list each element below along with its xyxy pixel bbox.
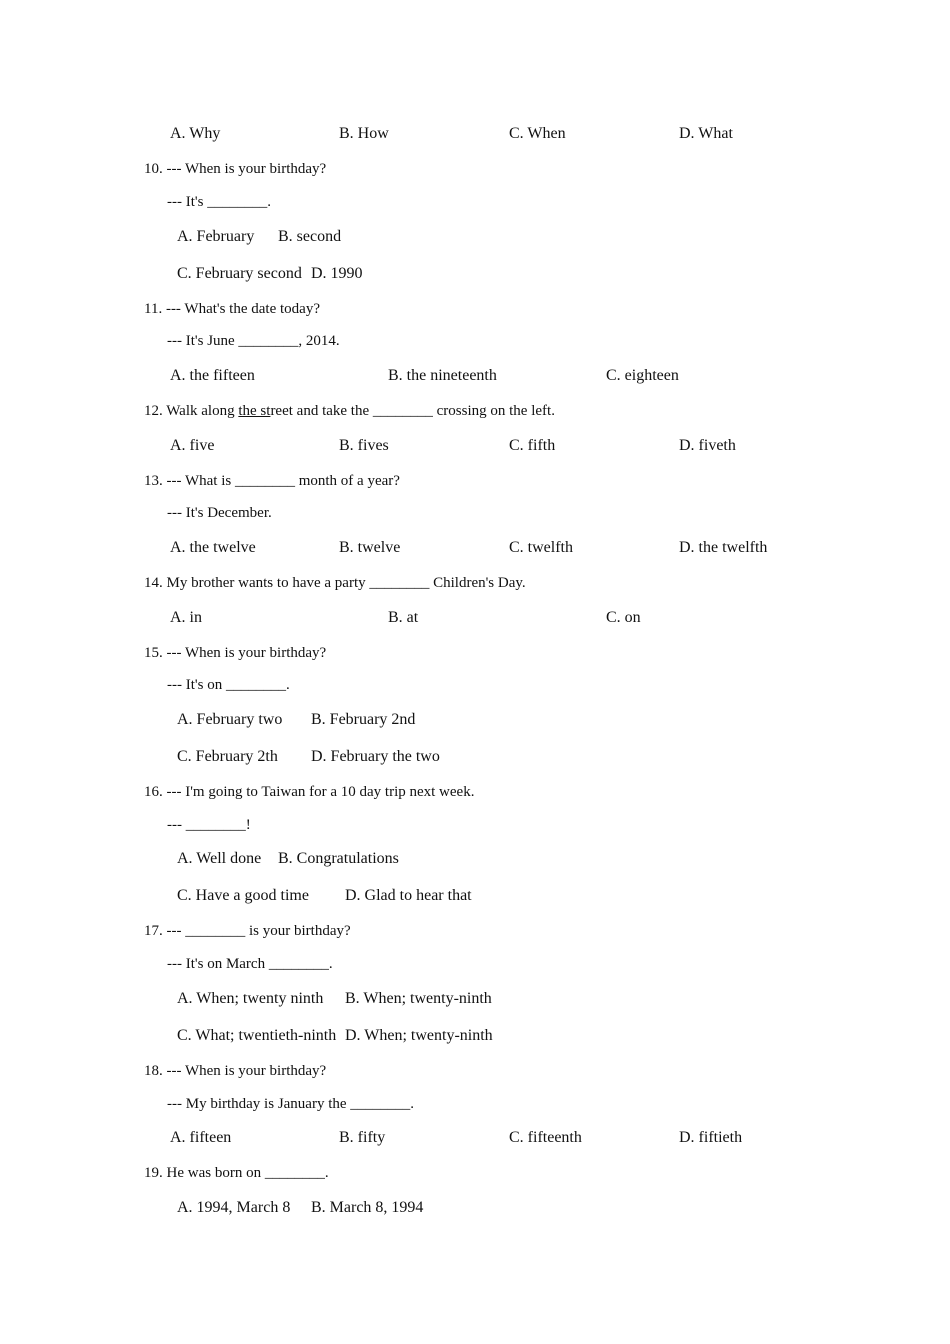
q16-answer-line: --- ________! [167, 817, 251, 833]
q18-option-a: A. fifteen [170, 1129, 232, 1146]
q16-stem: 16. --- I'm going to Taiwan for a 10 day trip next week. [144, 784, 475, 800]
q17-option-a: A. When; twenty ninth [177, 990, 324, 1007]
q11-answer-line: --- It's June ________, 2014. [167, 333, 340, 349]
q17-option-c: C. What; twentieth-ninth [177, 1027, 337, 1044]
q12-stem-pre: 12. Walk along [144, 403, 239, 419]
q10-option-a: A. February [177, 228, 255, 245]
q12-option-d: D. fiveth [679, 437, 736, 454]
q12-stem-underlined: the st [238, 403, 271, 419]
q16-option-c: C. Have a good time [177, 887, 309, 904]
q10-option-b: B. second [278, 228, 342, 245]
q17-stem: 17. --- ________ is your birthday? [144, 923, 351, 939]
q11-option-c: C. eighteen [606, 367, 679, 384]
q10-option-d: D. 1990 [311, 265, 363, 282]
q11-option-a: A. the fifteen [170, 367, 255, 384]
q10-answer-line: --- It's ________. [167, 194, 271, 210]
q16-option-d: D. Glad to hear that [345, 887, 472, 904]
q18-answer-line: --- My birthday is January the ________. [167, 1096, 415, 1112]
q16-option-a: A. Well done [177, 850, 262, 867]
q18-stem: 18. --- When is your birthday? [144, 1063, 327, 1079]
q13-stem: 13. --- What is ________ month of a year? [144, 473, 400, 489]
q18-option-d: D. fiftieth [679, 1129, 743, 1146]
q9-option-c: C. When [509, 125, 566, 142]
q9-option-a: A. Why [170, 125, 221, 142]
q13-option-a: A. the twelve [170, 539, 256, 556]
q15-option-a: A. February two [177, 711, 283, 728]
q19-option-b: B. March 8, 1994 [311, 1199, 424, 1216]
q15-stem: 15. --- When is your birthday? [144, 645, 327, 661]
q17-answer-line: --- It's on March ________. [167, 956, 333, 972]
q12-option-c: C. fifth [509, 437, 556, 454]
q12-stem-post: reet and take the ________ crossing on the left. [270, 403, 555, 419]
q13-option-d: D. the twelfth [679, 539, 768, 556]
q9-option-d: D. What [679, 125, 733, 142]
q9-option-b: B. How [339, 125, 389, 142]
q16-option-b: B. Congratulations [278, 850, 399, 867]
q19-stem: 19. He was born on ________. [144, 1165, 329, 1181]
q15-option-b: B. February 2nd [311, 711, 416, 728]
q18-option-c: C. fifteenth [509, 1129, 582, 1146]
q11-option-b: B. the nineteenth [388, 367, 497, 384]
q12-stem [144, 402, 555, 420]
q12-option-b: B. fives [339, 437, 389, 454]
q15-option-d: D. February the two [311, 748, 440, 765]
q13-answer-line: --- It's December. [167, 505, 272, 521]
q13-option-b: B. twelve [339, 539, 401, 556]
q15-answer-line: --- It's on ________. [167, 677, 290, 693]
q10-option-c: C. February second [177, 265, 302, 282]
q14-option-c: C. on [606, 609, 641, 626]
q17-option-b: B. When; twenty-ninth [345, 990, 492, 1007]
q18-option-b: B. fifty [339, 1129, 386, 1146]
q17-option-d: D. When; twenty-ninth [345, 1027, 493, 1044]
q12-option-a: A. five [170, 437, 215, 454]
q19-option-a: A. 1994, March 8 [177, 1199, 291, 1216]
q14-stem: 14. My brother wants to have a party ________ Children's Day. [144, 575, 526, 591]
q15-option-c: C. February 2th [177, 748, 278, 765]
q13-option-c: C. twelfth [509, 539, 573, 556]
q10-stem: 10. --- When is your birthday? [144, 161, 327, 177]
q14-option-a: A. in [170, 609, 202, 626]
q14-option-b: B. at [388, 609, 419, 626]
q11-stem: 11. --- What's the date today? [144, 301, 320, 317]
